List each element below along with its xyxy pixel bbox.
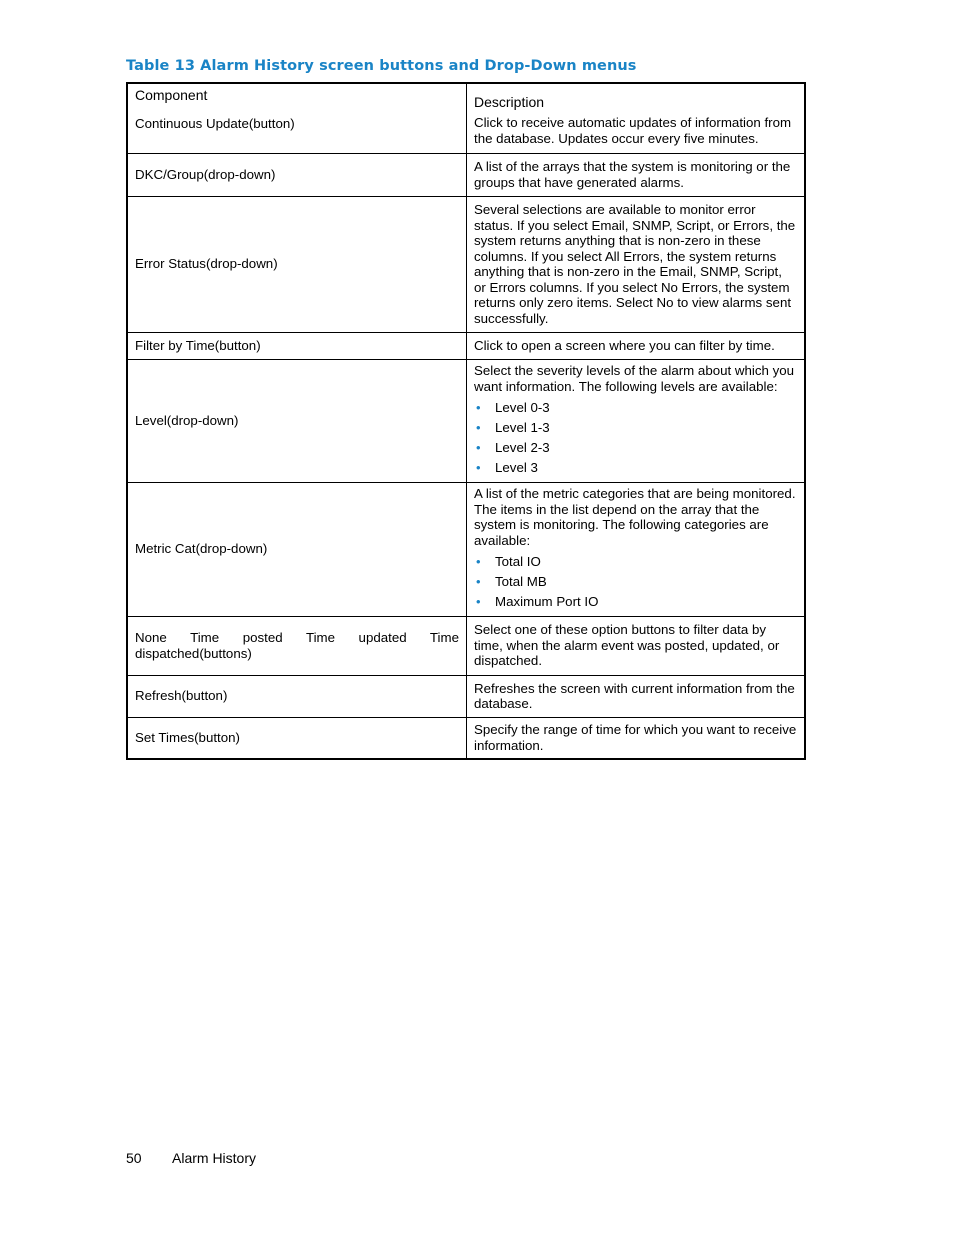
bullet-icon: • bbox=[476, 574, 481, 589]
table-row bbox=[127, 616, 805, 675]
description-cell: Several selections are available to monitor error status. If you select Email, SNMP, Script, or Errors, the system returns anything that is non-zero in these columns. If you select All Errors, the system returns anything that is non-zero in the Email, SNMP, Script, or Errors columns. If you select No Errors, the system returns only zero items. Select No to view alarms sent successfully. bbox=[467, 196, 806, 332]
alarm-history-table bbox=[126, 82, 806, 760]
description-text: A list of the metric categories that are being monitored. The items in the list depend on the array that the system is monitoring. The following categories are available: bbox=[474, 486, 796, 548]
table-caption: Table 13 Alarm History screen buttons and Drop-Down menus bbox=[126, 58, 637, 74]
column-header-description: Description bbox=[474, 93, 545, 110]
component-cell: Set Times(button) bbox=[127, 717, 467, 759]
table-row bbox=[127, 332, 805, 359]
component-text: None Time posted Time updated Time dispatched(buttons) bbox=[135, 630, 459, 661]
page-number: 50 bbox=[126, 1150, 142, 1166]
component-cell bbox=[127, 616, 467, 675]
table-row bbox=[127, 717, 805, 759]
list-item: • Total MB bbox=[474, 572, 797, 592]
description-cell bbox=[467, 83, 806, 153]
list-item: • Level 3 bbox=[474, 458, 797, 478]
level-list bbox=[474, 398, 797, 478]
description-cell: Select one of these option buttons to filter data by time, when the alarm event was posted, updated, or dispatched. bbox=[467, 616, 806, 675]
description-text: Click to receive automatic updates of information from the database. Updates occur every five minutes. bbox=[474, 115, 792, 146]
component-cell: Level(drop-down) bbox=[127, 359, 467, 482]
column-header-component: Component bbox=[135, 87, 208, 103]
description-cell: Refreshes the screen with current information from the database. bbox=[467, 675, 806, 717]
component-cell: Filter by Time(button) bbox=[127, 332, 467, 359]
bullet-icon: • bbox=[476, 594, 481, 609]
component-cell bbox=[127, 83, 467, 153]
list-item: • Level 2-3 bbox=[474, 438, 797, 458]
bullet-icon: • bbox=[476, 420, 481, 435]
list-item: • Level 0-3 bbox=[474, 398, 797, 418]
description-cell bbox=[467, 359, 806, 482]
section-title: Alarm History bbox=[172, 1150, 257, 1166]
table-row bbox=[127, 196, 805, 332]
description-cell: Specify the range of time for which you want to receive information. bbox=[467, 717, 806, 759]
page-footer bbox=[126, 1150, 256, 1166]
table-row bbox=[127, 482, 805, 616]
list-item: • Total IO bbox=[474, 552, 797, 572]
bullet-icon: • bbox=[476, 460, 481, 475]
bullet-icon: • bbox=[476, 440, 481, 455]
description-cell: Click to open a screen where you can filter by time. bbox=[467, 332, 806, 359]
component-cell: DKC/Group(drop-down) bbox=[127, 153, 467, 196]
component-cell: Metric Cat(drop-down) bbox=[127, 482, 467, 616]
metric-category-list bbox=[474, 552, 797, 612]
table-row bbox=[127, 83, 805, 153]
bullet-icon: • bbox=[476, 554, 481, 569]
component-text: Continuous Update(button) bbox=[135, 115, 295, 131]
description-cell: A list of the arrays that the system is monitoring or the groups that have generated alarms. bbox=[467, 153, 806, 196]
description-text: Select the severity levels of the alarm about which you want information. The following levels are available: bbox=[474, 363, 795, 394]
list-item: • Level 1-3 bbox=[474, 418, 797, 438]
list-item: • Maximum Port IO bbox=[474, 592, 797, 612]
bullet-icon: • bbox=[476, 400, 481, 415]
table-row bbox=[127, 675, 805, 717]
component-cell: Error Status(drop-down) bbox=[127, 196, 467, 332]
table-row bbox=[127, 153, 805, 196]
table-row bbox=[127, 359, 805, 482]
description-cell bbox=[467, 482, 806, 616]
component-cell: Refresh(button) bbox=[127, 675, 467, 717]
